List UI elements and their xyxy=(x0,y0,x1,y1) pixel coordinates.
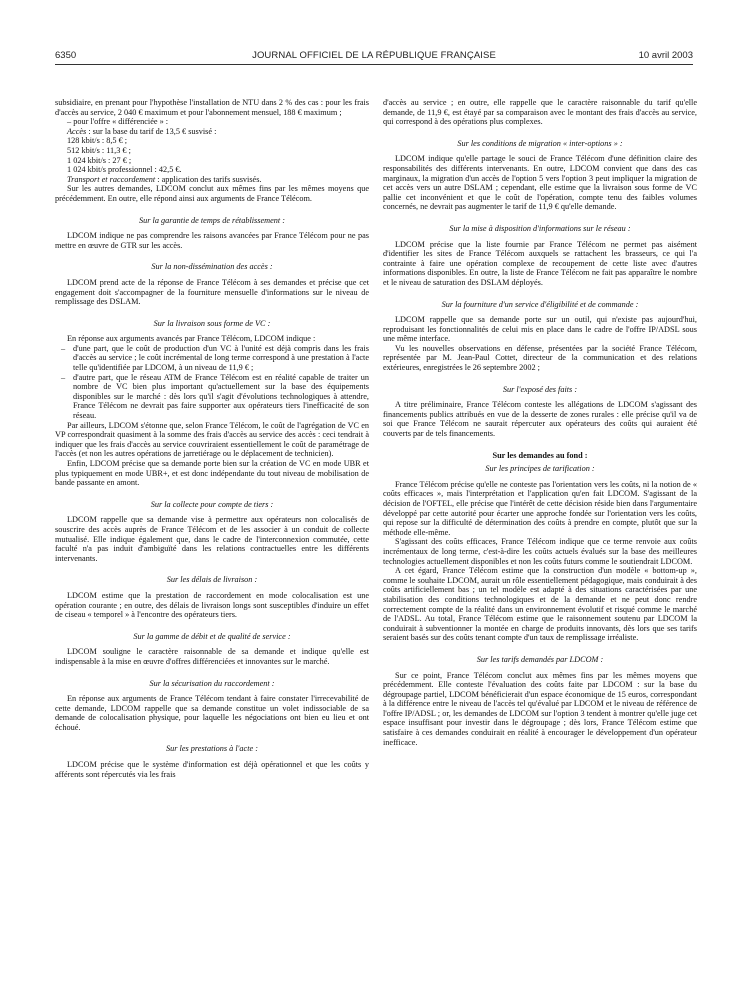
paragraph: Par ailleurs, LDCOM s'étonne que, selon France Télécom, le coût de l'agrégation de VC en VP correspondrait quasiment à la somme des frais d'accès au service des accès : ceci tendrait à indiquer que les frais d'accès au service couvriraient essentiellement le coût de paramétrage de l'accès (et non les autres opérations de jarretiérage ou le déplacement de technicien). xyxy=(55,420,369,459)
paragraph: Sur ce point, France Télécom conclut aux mêmes fins par les mêmes moyens que précédemment. Elle conteste l'évaluation des coûts faite par LDCOM : sur la base du dégroupage partiel, LDCOM bénéficierait d'un espace économique de 15 euros, correspondant à la différence entre le niveau de l'accès tel qu'évalué par LDCOM et le niveau de référence de l'offre IP/ADSL ; or, les demandes de LDCOM sur l'option 3 tendent à montrer qu'elle juge cet espace insuffisant pour investir dans le dégroupage ; dès lors, France Télécom estime que satisfaire à ces demandes conduirait en réalité à encourager le développement d'un opérateur inefficace. xyxy=(383,670,697,747)
paragraph: 1 024 kbit/s professionnel : 42,5 €. xyxy=(67,165,182,175)
paragraph: LDCOM précise que le système d'information est déjà opérationnel et que les coûts y afférents sont répercutés via les frais xyxy=(55,760,369,779)
paragraph: S'agissant des coûts efficaces, France Télécom indique que ce terme renvoie aux coûts incrémentaux de long terme, c'est-à-dire les coûts actuels évalués sur la base des meilleures technologies actuellement disponibles et non les coûts futurs comme le soutiendrait LDCOM. xyxy=(383,537,697,566)
section-heading: Sur les délais de livraison : xyxy=(166,575,258,585)
paragraph xyxy=(55,127,369,137)
paragraph: 1 024 kbit/s : 27 € ; xyxy=(67,155,132,165)
paragraph: LDCOM souligne le caractère raisonnable de sa demande et indique qu'elle est indispensable à la mise en œuvre d'offres différenciées et innovantes sur le marché. xyxy=(55,647,369,666)
paragraph: LDCOM indique qu'elle partage le souci de France Télécom d'une définition claire des responsabilités des différents intervenants. En outre, LDCOM convient que dans des cas marginaux, la migration d'un accès de l'option 5 vers l'option 3 peut impliquer la migration de cet accès vers un autre DSLAM ; cependant, elle estime que la livraison sous forme de VC pallie cet inconvénient et que le coût de l'opération, compte tenu des faibles volumes concernés, ne devrait pas augmenter le tarif de 11,9 € qu'elle demande. xyxy=(383,154,697,212)
paragraph: France Télécom précise qu'elle ne conteste pas l'orientation vers les coûts, ni la notion de « coûts efficaces », mais l'interprétation et l'application qu'en fait LDCOM. S'agissant de la décision de l'OFTEL, elle précise que l'intérêt de cette décision réside bien dans l'argumentaire développé par cette autorité pour écarter une approche fondée sur l'orientation vers les coûts, qui repose sur la difficulté de détermination des coûts à prendre en compte, plutôt que sur la méthode elle-même. xyxy=(383,479,697,537)
section-heading: Sur les principes de tarification : xyxy=(485,464,595,474)
section-heading: Sur la collecte pour compte de tiers : xyxy=(150,499,274,509)
section-heading: Sur la fourniture d'un service d'éligibilité et de commande : xyxy=(441,299,639,309)
paragraph: Sur les autres demandes, LDCOM conclut aux mêmes fins par les mêmes moyens que précédemment. En outre, elle répond ainsi aux arguments de France Télécom. xyxy=(55,184,369,203)
right-column xyxy=(383,98,697,747)
paragraph: LDCOM indique ne pas comprendre les raisons avancées par France Télécom pour ne pas mettre en œuvre de GTR sur les accès. xyxy=(55,231,369,250)
journal-title: JOURNAL OFFICIEL DE LA RÉPUBLIQUE FRANÇAISE xyxy=(252,50,496,61)
section-heading: Sur les conditions de migration « inter-options » : xyxy=(457,138,623,148)
paragraph: A titre préliminaire, France Télécom conteste les allégations de LDCOM s'agissant des financements publics attribués en vue de la desserte de zones rurales : elle précise qu'il va de soi que France Télécom ne saurait répercuter aux opérateurs des coûts qui auraient été couverts par de tels financements. xyxy=(383,400,697,439)
paragraph: LDCOM estime que la prestation de raccordement en mode colocalisation est une opération courante ; en outre, des délais de livraison longs sont susceptibles d'induire un effet de ciseau « temporel » à l'encontre des opérateurs tiers. xyxy=(55,590,369,620)
paragraph: LDCOM rappelle que sa demande vise à permettre aux opérateurs non colocalisés de souscrire des accès auprès de France Télécom et de les associer à un conduit de collecte mutualisé. Elle indique également que, dans le cadre de l'interconnexion commutée, cette faculté n'a pas induit d'ambiguïté dans les relations contractuelles entre les différents intervenants. xyxy=(55,515,369,563)
paragraph: LDCOM prend acte de la réponse de France Télécom à ses demandes et précise que cet engagement doit s'accompagner de la fourniture mensuelle d'informations sur le niveau de remplissage des DSLAM. xyxy=(55,277,369,307)
left-column xyxy=(55,98,369,779)
section-heading: Sur la mise à disposition d'informations sur le réseau : xyxy=(449,223,631,233)
paragraph: En réponse aux arguments de France Télécom tendant à faire constater l'irrecevabilité de cette demande, LDCOM rappelle que sa demande constitue un volet indissociable de sa demande de colocalisation physique, pour laquelle les négociations ont bien eu lieu et ont échoué. xyxy=(55,694,369,732)
page-number: 6350 xyxy=(55,50,77,61)
inline-label: Transport et raccordement xyxy=(67,174,156,184)
dash-list xyxy=(55,344,369,421)
main-heading: Sur les demandes au fond : xyxy=(492,450,588,460)
paragraph: LDCOM rappelle que sa demande porte sur un outil, qui n'existe pas aujourd'hui, reproduisant les fonctionnalités de celui mis en place dans le cadre de l'offre IP/ADSL sous une même interface. xyxy=(383,315,697,344)
list-item-text: d'autre part, que le réseau ATM de France Télécom est en réalité capable de traiter un nombre de VC bien plus important qu'actuellement sur la base des équipements disponibles sur le marché : dès lors qu'il s'agit d'évolutions technologiques à attendre, France Télécom ne devrait pas faire supporter aux opérateurs tiers l'inefficacité de son réseau. xyxy=(73,372,369,421)
section-heading: Sur la garantie de temps de rétablissement : xyxy=(139,215,285,225)
list-item xyxy=(55,373,369,421)
paragraph: Enfin, LDCOM précise que sa demande porte bien sur la création de VC en mode UBR et plus typiquement en mode UBR+, et est donc indépendante du tout niveau de mobilisation de bande passante en amont. xyxy=(55,459,369,488)
section-heading: Sur l'exposé des faits : xyxy=(502,384,578,394)
dash-bullet: – xyxy=(61,343,66,353)
section-heading: Sur la gamme de débit et de qualité de service : xyxy=(133,631,291,641)
paragraph: En réponse aux arguments avancés par France Télécom, LDCOM indique : xyxy=(67,334,316,344)
paragraph: subsidiaire, en prenant pour l'hypothèse l'installation de NTU dans 2 % des cas : pour les frais d'accès au service, 2 040 € maximum et pour l'abonnement mensuel, 188 € maximum ; xyxy=(55,98,369,117)
section-heading: Sur les tarifs demandés par LDCOM : xyxy=(476,654,604,664)
dash-bullet: – xyxy=(61,372,66,382)
section-heading: Sur la non-dissémination des accès : xyxy=(151,262,273,272)
paragraph: – pour l'offre « différenciée » : xyxy=(67,117,169,127)
paragraph: 128 kbit/s : 8,5 € ; xyxy=(67,136,128,146)
inline-label: Accès xyxy=(67,126,87,136)
list-item xyxy=(55,344,369,373)
list-item-text: d'une part, que le coût de production d'un VC à l'unité est déjà compris dans les frais d'accès au service ; le coût incrémental de long terme correspond à une prestation à l'acte telle qu'identifiée par LDCOM, à un niveau de 11,9 € ; xyxy=(73,343,369,373)
section-heading: Sur la sécurisation du raccordement : xyxy=(149,678,275,688)
section-heading: Sur la livraison sous forme de VC : xyxy=(153,318,271,328)
paragraph: 512 kbit/s : 11,3 € ; xyxy=(67,145,131,155)
paragraph: A cet égard, France Télécom estime que la construction d'un modèle « bottom-up », comme le souhaite LDCOM, aurait un rôle essentiellement pédagogique, mais conduirait à des coûts artificiellement bas ; un tel modèle est adapté à des situations caractérisées par une stabilisation des conditions technologiques et de la demande et ne peut donc rendre correctement compte de la réalité dans un environnement évolutif et risqué comme le marché de l'ADSL. Au total, France Télécom estime que le raisonnement soutenu par LDCOM la conduirait à subventionner la montée en charge de produits innovants, dès lors que ses tarifs seraient basés sur des coûts tenant compte d'un taux de remplissage irréaliste. xyxy=(383,566,697,643)
paragraph: Vu les nouvelles observations en défense, présentées par la société France Télécom, représentée par M. Jean-Paul Cottet, directeur de la communication et des relations extérieures, enregistrées le 26 septembre 2002 ; xyxy=(383,343,697,373)
header-rule xyxy=(55,64,693,65)
inline-text: : application des tarifs susvisés. xyxy=(155,174,262,184)
paragraph: d'accès au service ; en outre, elle rappelle que le caractère raisonnable du tarif qu'elle demande, de 11,9 €, est étayé par sa comparaison avec le montant des frais d'accès au service, qui correspond à des opérations plus complexes. xyxy=(383,98,697,127)
paragraph: LDCOM précise que la liste fournie par France Télécom ne permet pas aisément d'identifier les sites de France Télécom auxquels se rattachent les brasseurs, ce qui l'a contrainte à faire une opération complexe de recoupement de cette liste avec d'autres informations disponibles. En outre, la liste de France Télécom ne fait pas apparaître le nombre et le niveau de saturation des DSLAM déployés. xyxy=(383,239,697,287)
publication-date: 10 avril 2003 xyxy=(638,50,693,61)
section-heading: Sur les prestations à l'acte : xyxy=(166,744,258,754)
inline-text: : sur la base du tarif de 13,5 € susvisé : xyxy=(86,126,217,136)
paragraph xyxy=(55,175,369,185)
